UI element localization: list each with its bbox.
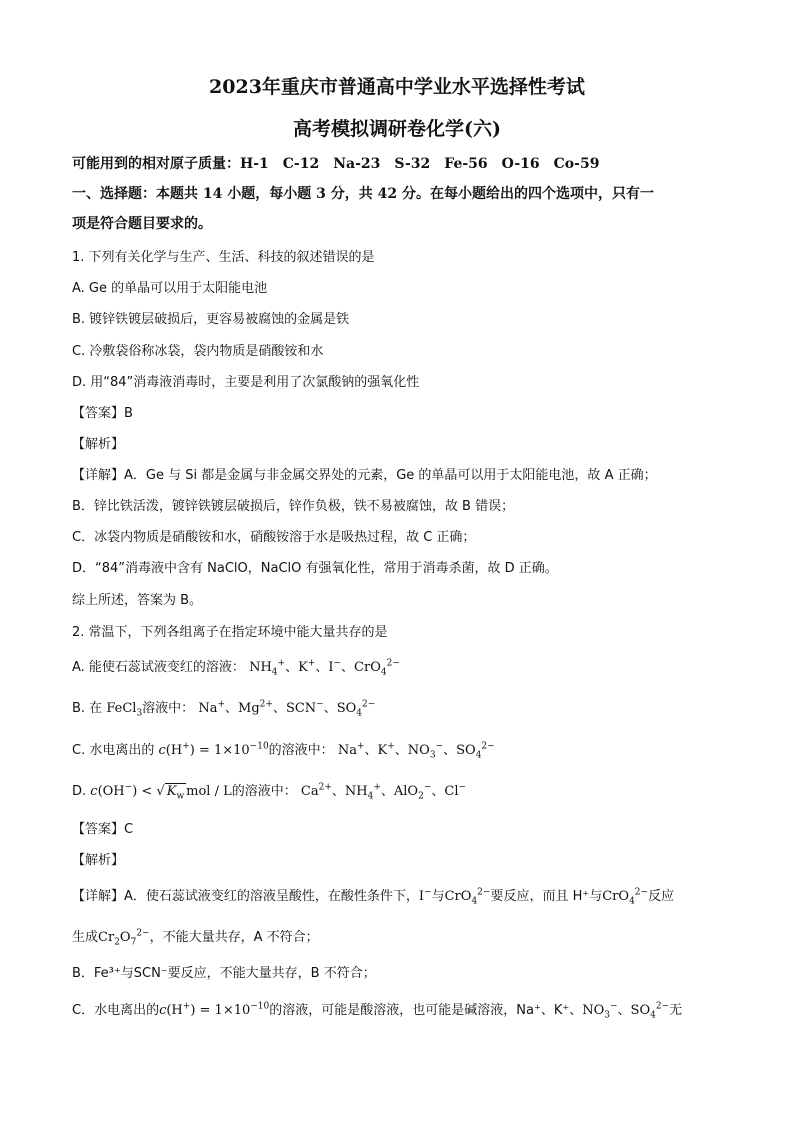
q1-detail-c: C．冰袋内物质是硝酸铵和水，硝酸铵溶于水是吸热过程，故 C 正确；: [72, 530, 476, 545]
q2-option-d-label: D.: [72, 784, 87, 799]
q1-analysis-label: 【解析】: [72, 437, 125, 452]
exam-title: 2023年重庆市普通高中学业水平选择性考试: [209, 76, 585, 98]
q1-detail-b: B．锌比铁活泼，镀锌铁镀层破损后，锌作负极，铁不易被腐蚀，故 B 错误；: [72, 499, 515, 514]
q2-detail-b: B．Fe³⁺与SCN⁻要反应，不能大量共存，B 不符合；: [72, 966, 376, 981]
q2-option-c-text: C. 水电离出的: [72, 743, 155, 758]
q2-detail-c-text2: 的溶液，可能是酸溶液，也可能是碱溶液，Na⁺、K⁺、: [269, 1003, 583, 1018]
q1-option-b: B. 镀锌铁镀层破损后，更容易被腐蚀的金属是铁: [72, 312, 350, 327]
q2-detail-a-text3: 要反应，而且 H⁺与: [490, 889, 603, 904]
q2-option-a: A. 能使石蕊试液变红的溶液： $NH_4^+$、K+、I−、CrO$_4^{2-}$: [72, 658, 400, 678]
q1-stem: 1. 下列有关化学与生产、生活、科技的叙述错误的是: [72, 250, 375, 265]
q2-detail-a-text2: 与: [431, 889, 445, 904]
q1-option-a: A. Ge 的单晶可以用于太阳能电池: [72, 281, 268, 296]
q2-option-b: B. 在 FeCl$_3$溶液中： Na+、$Mg^{2+}$、SCN−、$SO_4^{2-}$: [72, 699, 376, 719]
q2-option-d: D. c(OH−) < √ $K_w$ mol / L的溶液中： $Ca^{2+}$、$NH_4^+$、AlO$_2$−、Cl−: [72, 782, 467, 802]
q2-answer: 【答案】C: [72, 822, 134, 837]
q1-detail-a: 【详解】A．Ge 与 Si 都是金属与非金属交界处的元素，Ge 的单晶可以用于太阳能电池，故 A 正确；: [72, 468, 657, 483]
q2-detail-a-text1: 【详解】A．使石蕊试液变红的溶液呈酸性，在酸性条件下，: [72, 889, 419, 904]
q1-detail-d: D．“84”消毒液中含有 NaClO，NaClO 有强氧化性，常用于消毒杀菌，故 D 正确。: [72, 561, 558, 576]
q2-detail-c-text3: 无: [669, 1003, 683, 1018]
q2-detail-a-text5: 生成: [72, 930, 99, 945]
q2-detail-a-line2: 生成$Cr_2O_7^{2-}$，不能大量共存，A 不符合；: [72, 928, 319, 948]
q1-answer: 【答案】B: [72, 406, 133, 421]
atomic-masses: 可能用到的相对原子质量：H-1 C-12 Na-23 S-32 Fe-56 O-16 Co-59: [72, 156, 600, 172]
section-heading-line1: 一、选择题：本题共 14 小题，每小题 3 分，共 42 分。在每小题给出的四个选项中，只有一: [72, 186, 654, 202]
q2-option-c-text2: 的溶液中：: [268, 743, 334, 758]
section-heading-line2: 项是符合题目要求的。: [72, 216, 212, 232]
q2-detail-c-text1: C．水电离出的: [72, 1003, 160, 1018]
q2-stem: 2. 常温下，下列各组离子在指定环境中能大量共存的是: [72, 625, 388, 640]
q2-detail-a-text4: 反应: [648, 889, 675, 904]
q2-analysis-label: 【解析】: [72, 853, 125, 868]
q1-option-d: D. 用“84”消毒液消毒时，主要是利用了次氯酸钠的强氧化性: [72, 375, 420, 390]
q2-option-b-text: B. 在: [72, 701, 103, 716]
q2-option-a-text: A. 能使石蕊试液变红的溶液：: [72, 660, 245, 675]
q2-detail-c: C．水电离出的$c(H^+) = 1\times 10^{-10}$的溶液，可能是酸溶液，也可能是碱溶液，Na⁺、K⁺、$NO_3^-$、$SO_4^{2-}$无: [72, 1001, 683, 1021]
q2-detail-a-text6: ，不能大量共存，A 不符合；: [149, 930, 319, 945]
exam-subtitle: 高考模拟调研卷化学(六): [293, 118, 501, 140]
q1-summary: 综上所述，答案为 B。: [72, 593, 203, 608]
q2-option-b-text2: 溶液中：: [142, 701, 195, 716]
q2-detail-a-line1: 【详解】A．使石蕊试液变红的溶液呈酸性，在酸性条件下，I−与CrO$_4^{2-}$要反应，而且 H⁺与CrO$_4^{2-}$反应: [72, 887, 675, 907]
q1-option-c: C. 冷敷袋俗称冰袋，袋内物质是硝酸铵和水: [72, 344, 324, 359]
q2-option-c: C. 水电离出的 $c(H^+) = 1\times 10^{-10}$的溶液中： Na+、K+、$NO_3^-$、$SO_4^{2-}$: [72, 741, 495, 761]
q2-option-d-text: 的溶液中：: [231, 784, 297, 799]
